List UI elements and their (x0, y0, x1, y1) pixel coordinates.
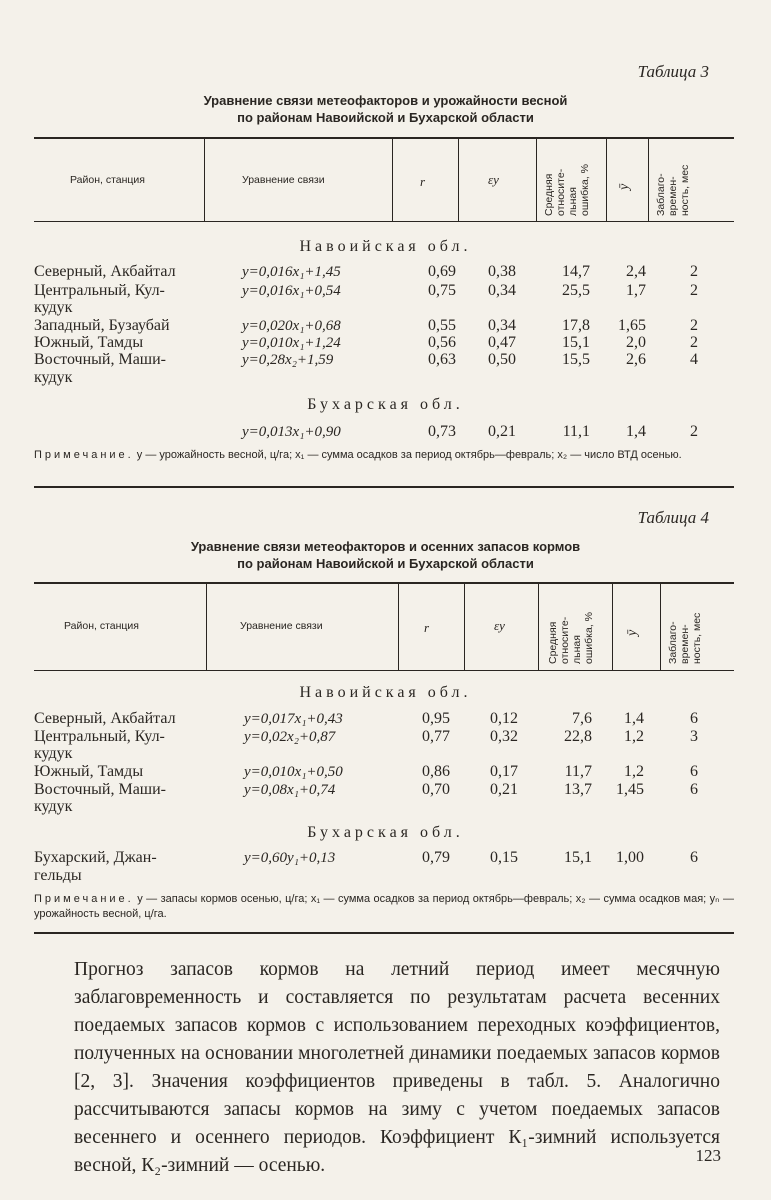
table-row-continued (0, 744, 771, 764)
ybar-cell: 2,0 (626, 334, 646, 351)
table3-col-divider (392, 139, 393, 221)
ybar-cell: 1,2 (624, 728, 644, 745)
table4-bottom-rule (34, 932, 734, 934)
station-cell: Западный, Бузаубай (34, 317, 170, 334)
r-cell: 0,73 (428, 423, 456, 440)
lead-cell: 2 (690, 423, 698, 440)
r-cell: 0,77 (422, 728, 450, 745)
lead-cell: 6 (690, 763, 698, 780)
table4-col-divider (660, 584, 661, 670)
table4-col-divider (206, 584, 207, 670)
error-cell: 17,8 (562, 317, 590, 334)
r-cell: 0,63 (428, 351, 456, 368)
r-cell: 0,95 (422, 710, 450, 727)
note-label: Примечание. (34, 449, 134, 461)
error-cell: 22,8 (564, 728, 592, 745)
table3-header-equation: Уравнение связи (242, 174, 325, 186)
table-row-continued (0, 797, 771, 817)
error-cell: 11,1 (562, 423, 590, 440)
table4-col-divider (538, 584, 539, 670)
table4-label: Таблица 4 (637, 508, 709, 527)
table-row (0, 350, 771, 370)
table-row (0, 422, 771, 442)
table3-col-divider (458, 139, 459, 221)
station-cell: Центральный, Кул- (34, 282, 165, 299)
table3-header-lead-l2: времен- (667, 176, 679, 216)
table3-header-error-l3: льная (567, 187, 579, 216)
note-text: y — запасы кормов осенью, ц/га; x₁ — сумма осадков за период октябрь—февраль; x₂ — сумма осадков мая; yₙ — урожайность весной, ц/га. (34, 893, 734, 920)
equation-cell: y=0,017x₁+0,43 (244, 711, 343, 727)
table3-header-error-l2: относите- (555, 168, 567, 216)
table3-region-bukhara: Бухарская обл. (307, 396, 464, 413)
station-cell-continued: гельды (34, 867, 82, 884)
table-row (0, 848, 771, 868)
lead-cell: 6 (690, 710, 698, 727)
lead-cell: 4 (690, 351, 698, 368)
r-cell: 0,86 (422, 763, 450, 780)
page-number: 123 (695, 1146, 721, 1165)
equation-cell: y=0,28x₂+1,59 (242, 352, 334, 368)
lead-cell: 6 (690, 849, 698, 866)
equation-cell: y=0,016x₁+1,45 (242, 264, 341, 280)
lead-cell: 2 (690, 282, 698, 299)
table4-header-ybar: ȳ (625, 629, 640, 636)
note-label: Примечание. (34, 893, 134, 905)
note-text: y — урожайность весной, ц/га; x₁ — сумма осадков за период октябрь—февраль; x₂ — число ВТД осенью. (136, 449, 682, 461)
table4-header-error-l2: относите- (559, 616, 571, 664)
error-cell: 7,6 (572, 710, 592, 727)
station-cell: Бухарский, Джан- (34, 849, 157, 866)
ybar-cell: 2,4 (626, 263, 646, 280)
ey-cell: 0,50 (488, 351, 516, 368)
ey-cell: 0,34 (488, 317, 516, 334)
table3-col-divider (606, 139, 607, 221)
table4-header-r: r (424, 620, 430, 635)
equation-cell: y=0,013x₁+0,90 (242, 424, 341, 440)
lead-cell: 2 (690, 317, 698, 334)
station-cell-continued: кудук (34, 745, 73, 762)
table3-label: Таблица 3 (637, 62, 709, 81)
station-cell: Северный, Акбайтал (34, 710, 176, 727)
table4-header-lead-l1: Заблаго- (667, 621, 679, 664)
table4-header-error-l4: ошибка, % (583, 612, 595, 664)
table3-header-station: Район, станция (70, 174, 145, 186)
error-cell: 15,1 (564, 849, 592, 866)
table4-header-station: Район, станция (64, 620, 139, 632)
lead-cell: 2 (690, 263, 698, 280)
table3-col-divider (648, 139, 649, 221)
table3-header-lead-l3: ность, мес (679, 164, 691, 216)
r-cell: 0,70 (422, 781, 450, 798)
table3-header-ybar: ȳ (617, 183, 632, 190)
error-cell: 13,7 (564, 781, 592, 798)
table-row (0, 762, 771, 782)
station-cell: Южный, Тамды (34, 334, 144, 351)
table4-top-rule (34, 582, 734, 584)
table3-title-line1: Уравнение связи метеофакторов и урожайности весной (203, 93, 568, 108)
table4-title-line1: Уравнение связи метеофакторов и осенних запасов кормов (190, 539, 581, 554)
table3-header-error-l4: ошибка, % (579, 164, 591, 216)
ybar-cell: 1,4 (624, 710, 644, 727)
table3-header-error-l1: Средняя (543, 173, 555, 216)
table4-header-equation: Уравнение связи (240, 620, 323, 632)
ey-cell: 0,34 (488, 282, 516, 299)
equation-cell: y=0,020x₁+0,68 (242, 318, 341, 334)
ey-cell: 0,17 (490, 763, 518, 780)
table3-title-line2: по районам Навоийской и Бухарской области (237, 110, 534, 125)
table4-header-lead-l2: времен- (679, 624, 691, 664)
table3-region-navoi: Навоийская обл. (299, 238, 472, 255)
table4-header-ey: εy (494, 618, 505, 633)
table4-region-bukhara: Бухарская обл. (307, 824, 464, 841)
ybar-cell: 1,65 (618, 317, 646, 334)
equation-cell: y=0,08x₁+0,74 (244, 782, 336, 798)
error-cell: 11,7 (564, 763, 592, 780)
ybar-cell: 1,4 (626, 423, 646, 440)
lead-cell: 2 (690, 334, 698, 351)
table3-col-divider (536, 139, 537, 221)
error-cell: 15,1 (562, 334, 590, 351)
station-cell: Восточный, Маши- (34, 781, 166, 798)
table3-bottom-rule (34, 486, 734, 488)
table4-header-error-l3: льная (571, 635, 583, 664)
r-cell: 0,79 (422, 849, 450, 866)
table4-header-rule (34, 670, 734, 671)
table3-top-rule (34, 137, 734, 139)
table-row-continued (0, 866, 771, 886)
lead-cell: 3 (690, 728, 698, 745)
table4-col-divider (612, 584, 613, 670)
table3-header-lead-l1: Заблаго- (655, 173, 667, 216)
table3-header-rule (34, 221, 734, 222)
ey-cell: 0,15 (490, 849, 518, 866)
table-row (0, 262, 771, 282)
r-cell: 0,69 (428, 263, 456, 280)
r-cell: 0,55 (428, 317, 456, 334)
equation-cell: y=0,016x₁+0,54 (242, 283, 341, 299)
r-cell: 0,56 (428, 334, 456, 351)
lead-cell: 6 (690, 781, 698, 798)
equation-cell: y=0,010x₁+1,24 (242, 335, 341, 351)
table-row-continued (0, 298, 771, 318)
error-cell: 25,5 (562, 282, 590, 299)
ey-cell: 0,21 (490, 781, 518, 798)
table3-header-ey: εy (488, 172, 499, 187)
table-row-continued (0, 368, 771, 388)
body-paragraph: Прогноз запасов кормов на летний период имеет месячную заблаговременность и составляется по результатам расчета весенних поедаемых запасов кормов с использованием переходных коэффициентов, полученных на основании многолетней динамики поедаемых запасов кормов [2, 3]. Значения коэффициентов приведены в табл. 5. Аналогично рассчитываются запасы кормов на зиму с учетом поедаемых запасов весеннего и осеннего периодов. Коэффициент К₁-зимний используется весной, К₂-зимний — осенью. (74, 959, 720, 1176)
body-paragraph-container (74, 956, 720, 1180)
ybar-cell: 1,2 (624, 763, 644, 780)
station-cell: Северный, Акбайтал (34, 263, 176, 280)
ey-cell: 0,32 (490, 728, 518, 745)
error-cell: 15,5 (562, 351, 590, 368)
equation-cell: y=0,02x₂+0,87 (244, 729, 336, 745)
ey-cell: 0,47 (488, 334, 516, 351)
table4-col-divider (398, 584, 399, 670)
ey-cell: 0,12 (490, 710, 518, 727)
ey-cell: 0,21 (488, 423, 516, 440)
table-row (0, 709, 771, 729)
table4-region-navoi: Навоийская обл. (299, 684, 472, 701)
station-cell: Восточный, Маши- (34, 351, 166, 368)
error-cell: 14,7 (562, 263, 590, 280)
table4-header-error-l1: Средняя (547, 621, 559, 664)
equation-cell: y=0,010x₁+0,50 (244, 764, 343, 780)
ybar-cell: 1,00 (616, 849, 644, 866)
r-cell: 0,75 (428, 282, 456, 299)
station-cell: Южный, Тамды (34, 763, 144, 780)
table4-col-divider (464, 584, 465, 670)
table4-note (34, 892, 734, 922)
table4-header-lead-l3: ность, мес (691, 612, 703, 664)
ey-cell: 0,38 (488, 263, 516, 280)
table3-col-divider (204, 139, 205, 221)
ybar-cell: 1,45 (616, 781, 644, 798)
table3-header-r: r (420, 174, 426, 189)
table4-title-line2: по районам Навоийской и Бухарской области (237, 556, 534, 571)
ybar-cell: 1,7 (626, 282, 646, 299)
station-cell: Центральный, Кул- (34, 728, 165, 745)
station-cell-continued: кудук (34, 798, 73, 815)
station-cell-continued: кудук (34, 369, 73, 386)
equation-cell: y=0,60y₁+0,13 (244, 850, 336, 866)
table3-note (34, 448, 734, 463)
station-cell-continued: кудук (34, 299, 73, 316)
ybar-cell: 2,6 (626, 351, 646, 368)
